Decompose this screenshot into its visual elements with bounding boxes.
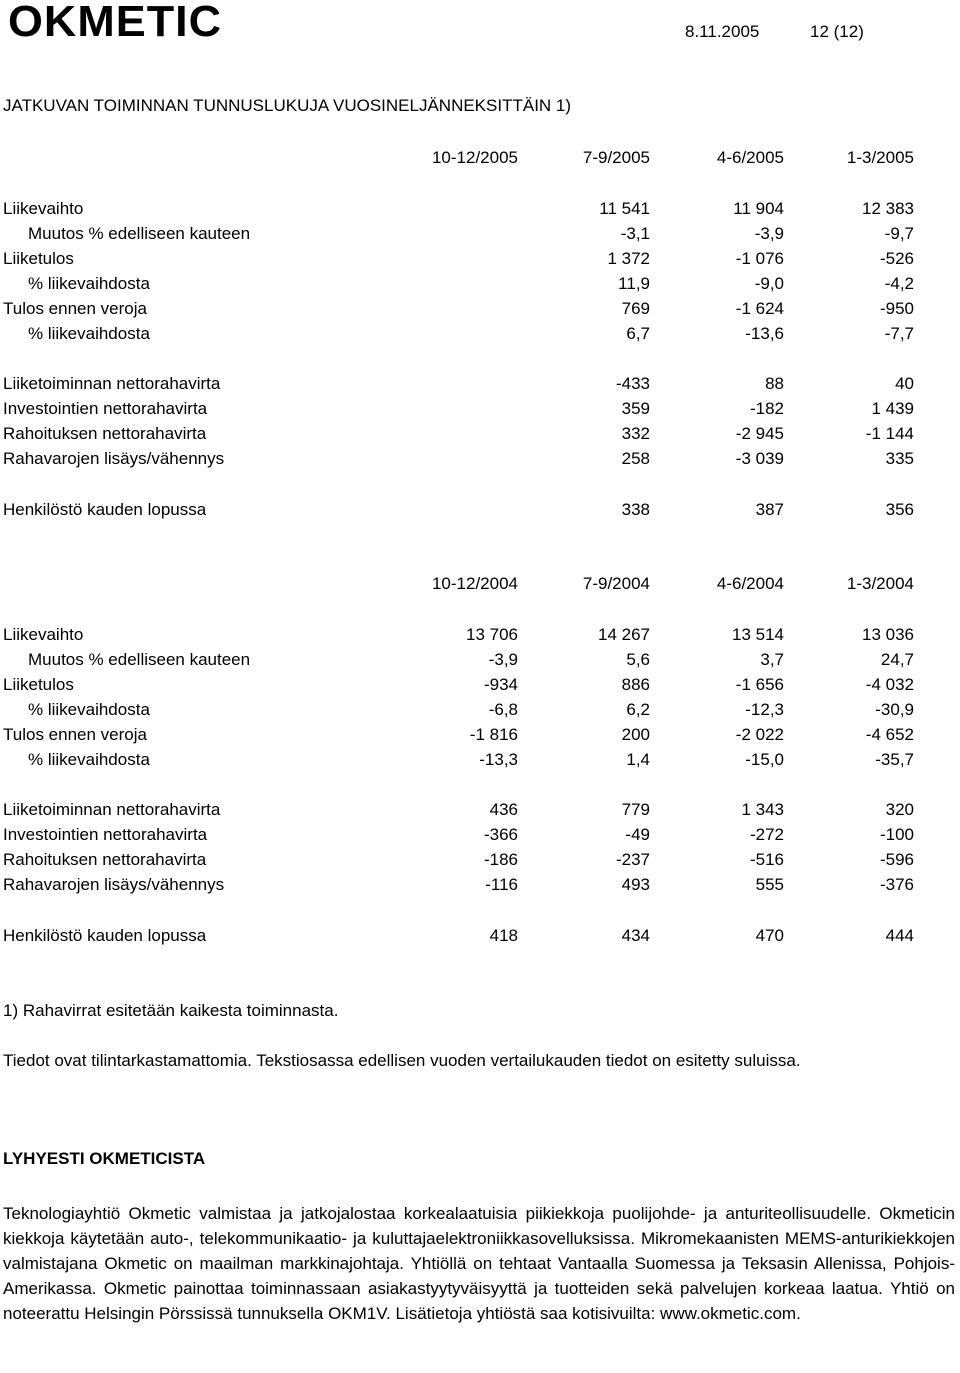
table-row — [0, 224, 960, 246]
column-header: 10-12/2004 — [431, 574, 518, 593]
table-row — [0, 750, 960, 772]
okmetic-logo: OKMETIC — [8, 0, 223, 46]
row-label: Henkilöstö kauden lopussa — [3, 500, 207, 519]
row-label: % liikevaihdosta — [28, 700, 150, 719]
row-label: Muutos % edelliseen kauteen — [28, 224, 251, 243]
table-cell: 769 — [621, 299, 650, 318]
table-cell: 24,7 — [880, 650, 914, 669]
table-cell: -9,0 — [754, 274, 784, 293]
table-cell: 886 — [621, 675, 650, 694]
row-label: Rahavarojen lisäys/vähennys — [3, 875, 225, 894]
table-cell: -366 — [483, 825, 518, 844]
table-cell: 12 383 — [862, 199, 914, 218]
row-label: Henkilöstö kauden lopussa — [3, 926, 207, 945]
column-header: 4-6/2004 — [716, 574, 784, 593]
table-cell: 555 — [755, 875, 784, 894]
table-cell: -35,7 — [875, 750, 914, 769]
row-label: Liiketoiminnan nettorahavirta — [3, 800, 221, 819]
table-cell: 1 343 — [741, 800, 784, 819]
table-cell: -3 039 — [735, 449, 784, 468]
row-label: % liikevaihdosta — [28, 274, 150, 293]
table-cell: -4 652 — [865, 725, 914, 744]
table-cell: -272 — [749, 825, 784, 844]
column-header: 7-9/2005 — [582, 148, 650, 167]
row-label: Liiketulos — [3, 675, 74, 694]
table-cell: 11 541 — [599, 199, 650, 218]
table-cell: -1 144 — [865, 424, 914, 443]
row-label: % liikevaihdosta — [28, 324, 150, 343]
table-cell: 1 439 — [871, 399, 914, 418]
table-cell: -3,1 — [620, 224, 650, 243]
table-cell: 11 904 — [733, 199, 784, 218]
table-cell: -950 — [879, 299, 914, 318]
row-label: Rahoituksen nettorahavirta — [3, 424, 207, 443]
table-row — [0, 374, 960, 396]
table-cell: -13,3 — [479, 750, 518, 769]
table-cell: 444 — [885, 926, 914, 945]
table-cell: 200 — [621, 725, 650, 744]
table-cell: -4 032 — [865, 675, 914, 694]
table-cell: 338 — [621, 500, 650, 519]
table-cell: 320 — [885, 800, 914, 819]
table-cell: -7,7 — [884, 324, 914, 343]
table-cell: 436 — [489, 800, 518, 819]
column-header: 10-12/2005 — [431, 148, 518, 167]
table-cell: 88 — [765, 374, 784, 393]
table-cell: -2 022 — [735, 725, 784, 744]
table-row — [0, 274, 960, 296]
table-cell: -376 — [879, 875, 914, 894]
row-label: Rahoituksen nettorahavirta — [3, 850, 207, 869]
table-cell: -30,9 — [875, 700, 914, 719]
table-cell: 3,7 — [760, 650, 784, 669]
table-row — [0, 399, 960, 421]
table-cell: -186 — [483, 850, 518, 869]
table-cell: -1 076 — [735, 249, 784, 268]
row-label: Investointien nettorahavirta — [3, 825, 208, 844]
table-cell: -182 — [749, 399, 784, 418]
footnote: 1) Rahavirrat esitetään kaikesta toiminnasta. — [3, 1001, 339, 1020]
row-label: Liiketulos — [3, 249, 74, 268]
table-cell: -237 — [615, 850, 650, 869]
table-cell: 11,9 — [618, 274, 650, 293]
table-cell: -1 624 — [735, 299, 784, 318]
column-header: 1-3/2004 — [846, 574, 914, 593]
table-cell: 335 — [885, 449, 914, 468]
table-cell: -15,0 — [745, 750, 784, 769]
table-cell: 5,6 — [626, 650, 650, 669]
table-cell: 14 267 — [598, 625, 650, 644]
table-row — [0, 800, 960, 822]
table-cell: -4,2 — [884, 274, 914, 293]
about-text: Teknologiayhtiö Okmetic valmistaa ja jatkojalostaa korkealaatuisia piikiekkoja puolijohde- ja anturiteollisuudelle. Okmeticin kiekkoja käytetään auto-, telekommunikaatio- ja kuluttajaelektroniikkasovelluksissa. Mikromekaanisten MEMS-anturikiekkojen valmistajana Okmetic on maailman markkinajohtaja. Yhtiöllä on tehtaat Vantaalla Suomessa ja Teksasin Allenissa, Pohjois-Amerikassa. Okmetic painottaa toiminnassaan asiakastyytyväisyyttä ja tuotteiden sekä palvelujen korkeaa laatua. Yhtiö on noteerattu Helsingin Pörssissä tunnuksella OKM1V. Lisätietoja yhtiöstä saa kotisivuilta: www.okmetic.com. — [3, 1204, 955, 1323]
table-cell: -12,3 — [745, 700, 784, 719]
table-cell: 1 372 — [607, 249, 650, 268]
table-cell: 359 — [621, 399, 650, 418]
table-cell: -9,7 — [884, 224, 914, 243]
table-cell: -6,8 — [488, 700, 518, 719]
table-row — [0, 424, 960, 446]
about-title: LYHYESTI OKMETICISTA — [3, 1149, 206, 1168]
table-cell: 6,7 — [626, 324, 650, 343]
row-label: Liikevaihto — [3, 625, 84, 644]
table-row — [0, 850, 960, 872]
column-header: 4-6/2005 — [716, 148, 784, 167]
table-cell: -3,9 — [488, 650, 518, 669]
table-row — [0, 299, 960, 321]
table-cell: -1 656 — [735, 675, 784, 694]
table-row — [0, 875, 960, 897]
table-cell: 418 — [489, 926, 518, 945]
table-cell: -13,6 — [745, 324, 784, 343]
row-label: Liiketoiminnan nettorahavirta — [3, 374, 221, 393]
table-cell: 13 706 — [466, 625, 518, 644]
row-label: Investointien nettorahavirta — [3, 399, 208, 418]
table-cell: -100 — [879, 825, 914, 844]
row-label: Muutos % edelliseen kauteen — [28, 650, 251, 669]
table-row — [0, 700, 960, 722]
table-cell: 356 — [885, 500, 914, 519]
table-cell: -2 945 — [735, 424, 784, 443]
row-label: Rahavarojen lisäys/vähennys — [3, 449, 225, 468]
table-row — [0, 926, 960, 948]
table-cell: 13 514 — [732, 625, 784, 644]
table-cell: 470 — [755, 926, 784, 945]
table-row — [0, 199, 960, 221]
document-date: 8.11.2005 — [685, 22, 760, 41]
table-cell: 13 036 — [862, 625, 914, 644]
row-label: Tulos ennen veroja — [3, 299, 147, 318]
table-cell: -934 — [483, 675, 518, 694]
table-row — [0, 825, 960, 847]
column-header: 7-9/2004 — [582, 574, 650, 593]
table-cell: -116 — [485, 875, 518, 894]
table-cell: -49 — [625, 825, 650, 844]
table-cell: -3,9 — [754, 224, 784, 243]
table-cell: 1,4 — [626, 750, 650, 769]
table-cell: 6,2 — [626, 700, 650, 719]
table-cell: -526 — [879, 249, 914, 268]
table-row — [0, 500, 960, 522]
table-row — [0, 725, 960, 747]
table-row — [0, 625, 960, 647]
table-cell: 40 — [895, 374, 914, 393]
table-cell: -516 — [749, 850, 784, 869]
table-row — [0, 324, 960, 346]
table-cell: -596 — [879, 850, 914, 869]
column-header: 1-3/2005 — [846, 148, 914, 167]
table-row — [0, 249, 960, 271]
table-row — [0, 650, 960, 672]
table-cell: -433 — [615, 374, 650, 393]
section-title: JATKUVAN TOIMINNAN TUNNUSLUKUJA VUOSINELJÄNNEKSITTÄIN 1) — [3, 96, 572, 115]
table-cell: 779 — [621, 800, 650, 819]
row-label: Liikevaihto — [3, 199, 84, 218]
table-cell: 493 — [621, 875, 650, 894]
table-cell: 332 — [621, 424, 650, 443]
table-cell: 258 — [621, 449, 650, 468]
table-cell: -1 816 — [469, 725, 518, 744]
table-row — [0, 449, 960, 471]
audit-note: Tiedot ovat tilintarkastamattomia. Tekstiosassa edellisen vuoden vertailukauden tiedot on esitetty suluissa. — [3, 1051, 801, 1070]
table-row — [0, 675, 960, 697]
table-cell: 434 — [621, 926, 650, 945]
page-number: 12 (12) — [810, 22, 864, 41]
row-label: % liikevaihdosta — [28, 750, 150, 769]
table-cell: 387 — [755, 500, 784, 519]
row-label: Tulos ennen veroja — [3, 725, 147, 744]
table-header-row — [0, 574, 960, 596]
table-header-row — [0, 148, 960, 170]
